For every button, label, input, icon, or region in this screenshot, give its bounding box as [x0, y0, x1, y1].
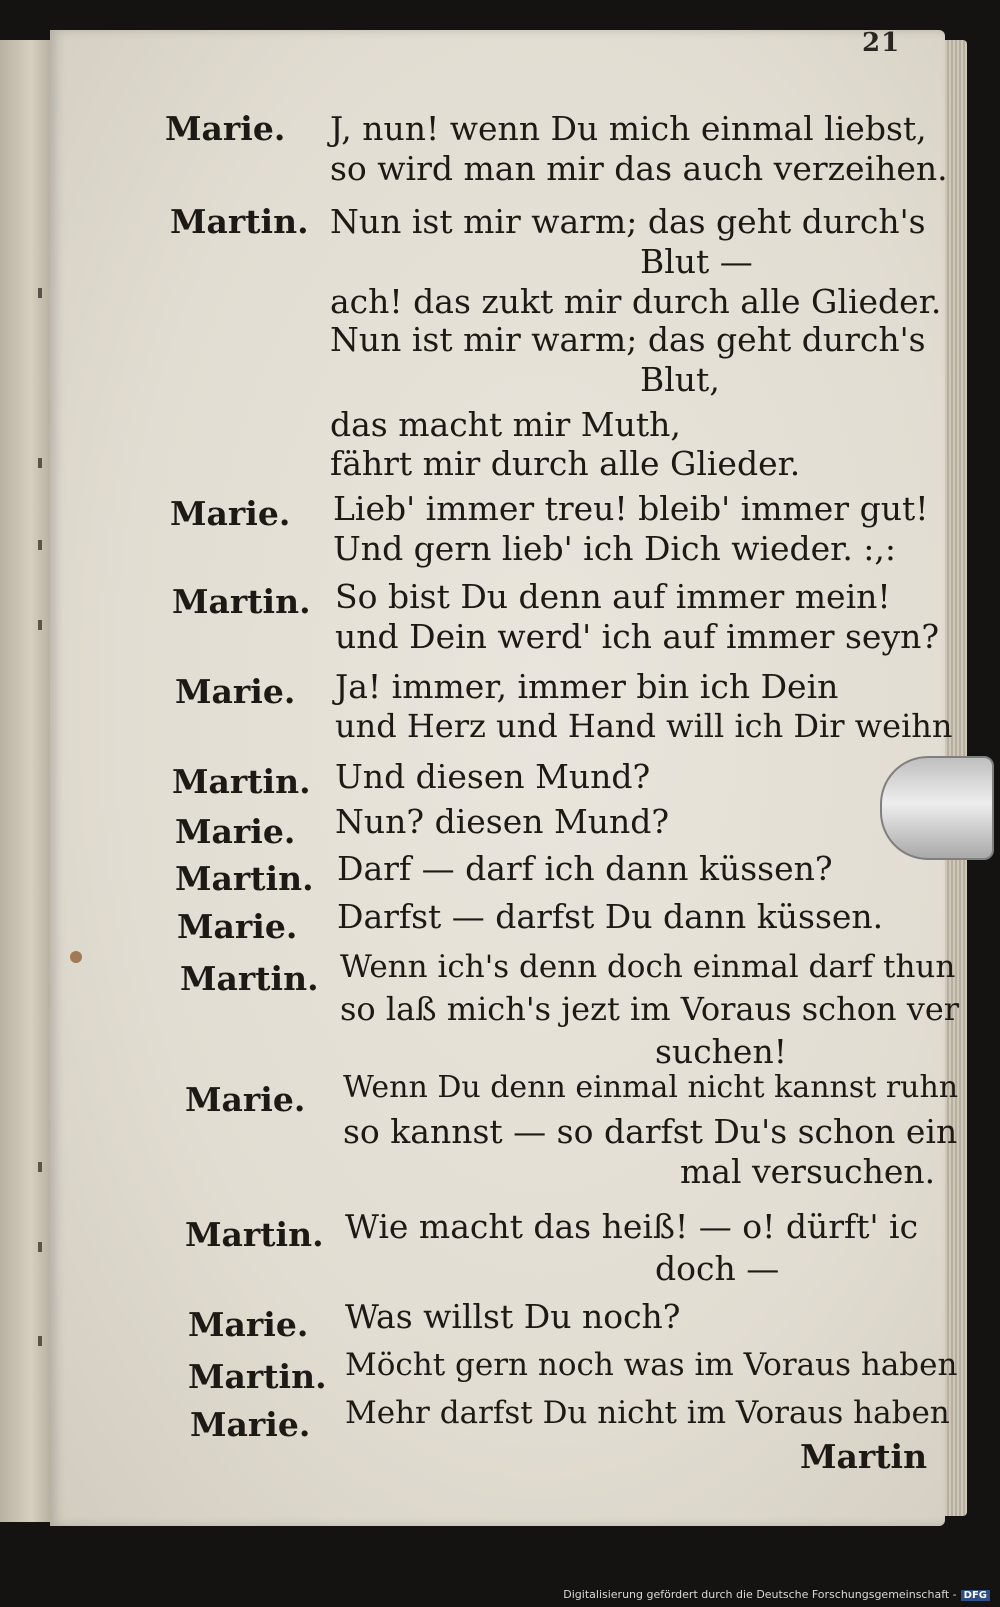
dialogue-line: Ja! immer, immer bin ich Dein — [335, 667, 839, 706]
page-clip — [880, 756, 994, 860]
dialogue-line: Blut, — [640, 360, 720, 399]
speaker-name: Martin. — [185, 1215, 324, 1254]
credit-text: Digitalisierung gefördert durch die Deutsche Forschungsgemeinschaft - — [563, 1588, 957, 1601]
dialogue-line: Nun ist mir warm; das geht durch's — [330, 320, 926, 359]
dialogue-line: doch — — [655, 1249, 780, 1288]
dialogue-line: Lieb' immer treu! bleib' immer gut! — [333, 489, 929, 528]
dialogue-line: und Herz und Hand will ich Dir weihn — [335, 707, 953, 745]
page-number: 21 — [862, 28, 901, 58]
dialogue-line: und Dein werd' ich auf immer seyn? — [335, 617, 940, 656]
dfg-logo: DFG — [961, 1590, 990, 1601]
dialogue-line: Was willst Du noch? — [345, 1297, 681, 1336]
dialogue-line: fährt mir durch alle Glieder. — [330, 444, 801, 483]
speaker-name: Marie. — [170, 494, 291, 533]
dialogue-line: Möcht gern noch was im Voraus haben — [345, 1347, 958, 1383]
speaker-name: Martin. — [170, 202, 309, 241]
dialogue-line: suchen! — [655, 1032, 787, 1071]
binding-stitch — [38, 1336, 42, 1346]
dialogue-line: so kannst — so darfst Du's schon ein — [343, 1112, 958, 1151]
speaker-name: Martin. — [175, 859, 314, 898]
previous-page-edge — [0, 40, 54, 1522]
dialogue-line: Darfst — darfst Du dann küssen. — [337, 897, 884, 936]
dialogue-line: so wird man mir das auch verzeihen. — [330, 149, 948, 188]
dialogue-line: Nun? diesen Mund? — [335, 802, 670, 841]
speaker-name: Marie. — [190, 1405, 311, 1444]
speaker-name: Marie. — [175, 812, 296, 851]
dialogue-line: ach! das zukt mir durch alle Glieder. — [330, 282, 942, 321]
speaker-name: Marie. — [185, 1080, 306, 1119]
dialogue-line: Und diesen Mund? — [335, 757, 651, 796]
dialogue-line: J, nun! wenn Du mich einmal liebst, — [330, 109, 927, 148]
speaker-name: Marie. — [177, 907, 298, 946]
speaker-name: Martin. — [180, 959, 319, 998]
binding-stitch — [38, 620, 42, 630]
binding-stitch — [38, 288, 42, 298]
dialogue-line: Blut — — [640, 242, 753, 281]
dialogue-line: Wenn Du denn einmal nicht kannst ruhn — [343, 1070, 959, 1105]
digitization-credit — [563, 1588, 990, 1601]
paper-stain — [70, 951, 82, 963]
speaker-name: Marie. — [165, 109, 286, 148]
binding-stitch — [38, 540, 42, 550]
dialogue-line: Mehr darfst Du nicht im Voraus haben — [345, 1395, 950, 1431]
dialogue-line: so laß mich's jezt im Voraus schon ver — [340, 990, 960, 1028]
dialogue-line: Nun ist mir warm; das geht durch's — [330, 202, 926, 241]
dialogue-line: Wie macht das heiß! — o! dürft' ic — [345, 1207, 919, 1246]
catchword: Martin — [800, 1437, 928, 1476]
dialogue-line: mal versuchen. — [680, 1152, 936, 1191]
dialogue-line: das macht mir Muth, — [330, 405, 681, 444]
binding-stitch — [38, 1242, 42, 1252]
binding-stitch — [38, 1162, 42, 1172]
speaker-name: Martin. — [172, 582, 311, 621]
dialogue-line: Darf — darf ich dann küssen? — [337, 849, 833, 888]
speaker-name: Marie. — [188, 1305, 309, 1344]
dialogue-line: Und gern lieb' ich Dich wieder. :,: — [333, 529, 897, 568]
speaker-name: Martin. — [172, 762, 311, 801]
dialogue-line: So bist Du denn auf immer mein! — [335, 577, 891, 616]
speaker-name: Martin. — [188, 1357, 327, 1396]
binding-stitch — [38, 458, 42, 468]
dialogue-line: Wenn ich's denn doch einmal darf thun — [340, 949, 956, 985]
speaker-name: Marie. — [175, 672, 296, 711]
